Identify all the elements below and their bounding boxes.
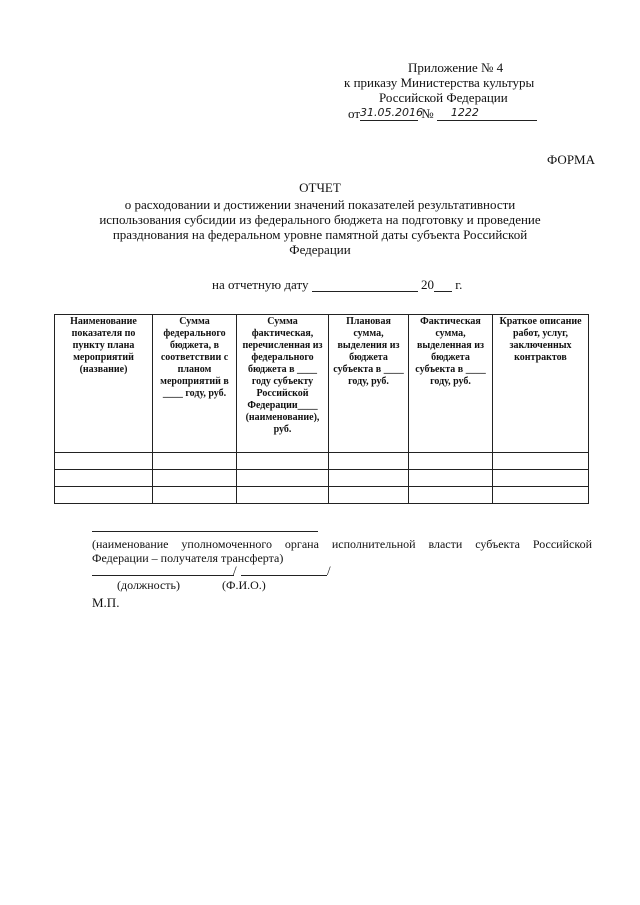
table-cell	[237, 453, 329, 470]
report-table	[54, 314, 589, 504]
table-cell	[237, 487, 329, 504]
position-label: (должность)	[117, 578, 180, 592]
table-cell	[329, 453, 409, 470]
report-subtitle: о расходовании и достижении значений показателей результативности использования субсидии из федерального бюджета на подготовку и проведение празднования на федеральном уровне памятной даты субъекта Российской Федерации	[99, 197, 541, 257]
report-date-label: на отчетную дату	[212, 277, 309, 292]
appendix-federation: Российской Федерации	[379, 90, 508, 105]
year-suffix: г.	[455, 277, 463, 292]
report-date-line	[212, 277, 462, 292]
table-cell	[153, 470, 237, 487]
year-blank	[434, 279, 452, 292]
table-row	[55, 487, 589, 504]
table-cell	[153, 453, 237, 470]
header-indicator-name: Наименование показателя по пункту плана мероприятий (название)	[55, 315, 153, 453]
date-blank	[312, 279, 418, 292]
from-label: от	[348, 106, 361, 121]
table-cell	[153, 487, 237, 504]
table-cell	[493, 453, 589, 470]
table-cell	[237, 470, 329, 487]
signature-slash-1: /	[233, 563, 237, 578]
table-cell	[409, 487, 493, 504]
handwritten-date: 31.05.2016	[360, 106, 423, 119]
table-cell	[329, 470, 409, 487]
table-row	[55, 453, 589, 470]
table-cell	[409, 470, 493, 487]
appendix-number: Приложение № 4	[408, 60, 504, 75]
fio-label: (Ф.И.О.)	[222, 578, 266, 592]
table-cell	[55, 470, 153, 487]
table-header-row	[55, 315, 589, 453]
table-cell	[493, 470, 589, 487]
position-line	[92, 575, 234, 576]
table-row	[55, 470, 589, 487]
year-prefix: 20	[420, 277, 434, 292]
stamp-place: М.П.	[92, 595, 120, 610]
table-cell	[329, 487, 409, 504]
number-label: №	[421, 106, 434, 121]
signature-slash-2: /	[327, 563, 331, 578]
form-label: ФОРМА	[547, 152, 595, 167]
table-cell	[55, 453, 153, 470]
org-name-line	[92, 531, 318, 532]
appendix-order: к приказу Министерства культуры	[344, 75, 535, 90]
appendix-block	[330, 60, 560, 121]
handwritten-number: 1222	[437, 105, 537, 121]
report-title: ОТЧЕТ	[299, 180, 341, 195]
appendix-date-line	[330, 105, 560, 121]
header-regional-actual-sum: Фактическая сумма, выделенная из бюджета субъекта в ____ году, руб.	[409, 315, 493, 453]
table-cell	[493, 487, 589, 504]
table-cell	[55, 487, 153, 504]
header-federal-plan-sum: Сумма федерального бюджета, в соответствии с планом мероприятий в ____ году, руб.	[153, 315, 237, 453]
header-description: Краткое описание работ, услуг, заключенных контрактов	[493, 315, 589, 453]
header-regional-plan-sum: Плановая сумма, выделения из бюджета субъекта в ____ году, руб.	[329, 315, 409, 453]
fio-line	[241, 575, 327, 576]
table-cell	[409, 453, 493, 470]
header-federal-actual-sum: Сумма фактическая, перечисленная из федерального бюджета в ____ году субъекту Российской Федерации____ (наименование), руб.	[237, 315, 329, 453]
org-name-note: (наименование уполномоченного органа исполнительной власти субъекта Российской Федерации – получателя трансферта)	[92, 537, 592, 565]
